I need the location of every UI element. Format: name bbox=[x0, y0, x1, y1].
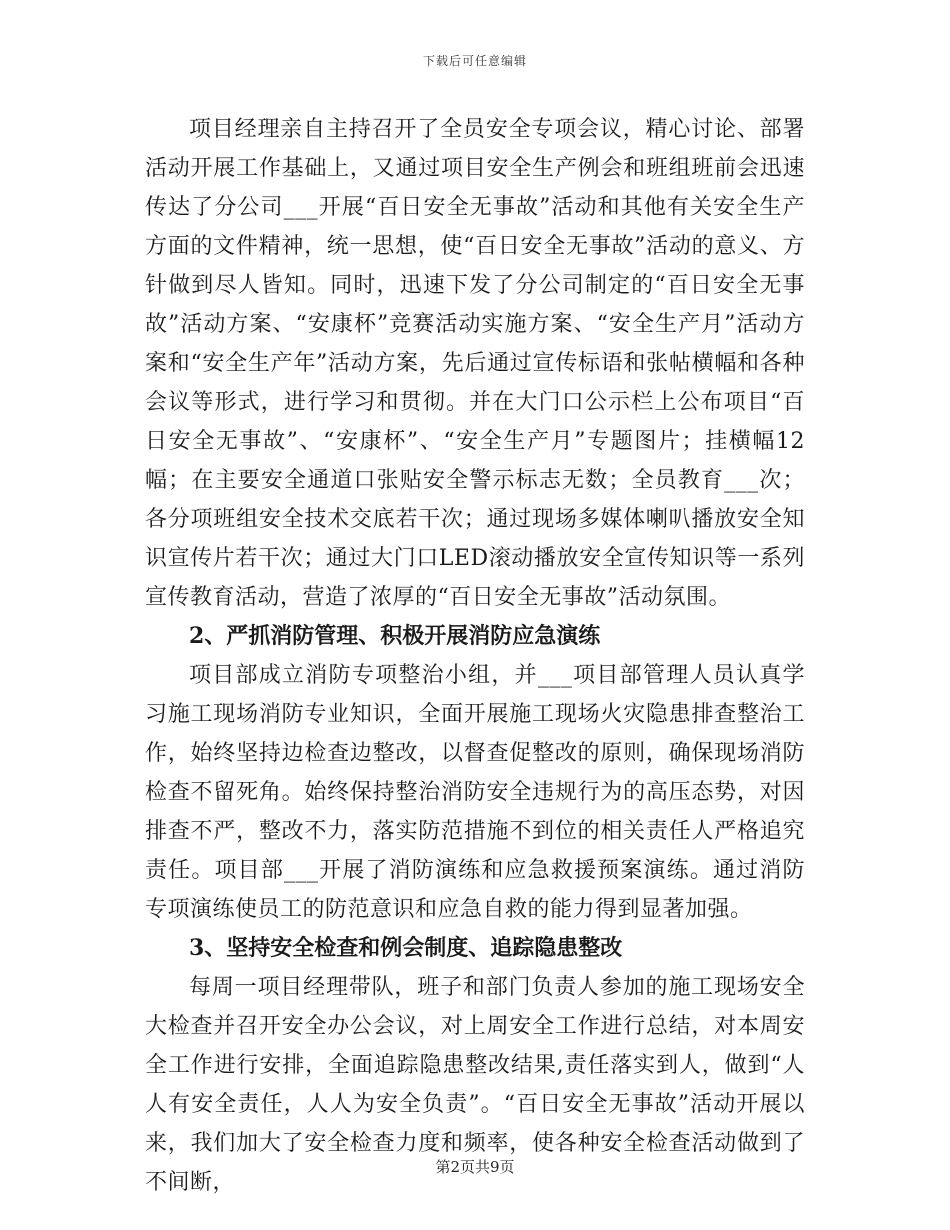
section-heading-fire-safety: 2、严抓消防管理、积极开展消防应急演练 bbox=[189, 623, 601, 649]
paragraph-fire-safety: 项目部成立消防专项整治小组，并___项目部管理人员认真学习施工现场消防专业知识，全面开展施工现场火灾隐患排查整治工作，始终坚持边检查边整改，以督查促整改的原则，确保现场消防检查不留死角。始终保持整治消防安全违规行为的高压态势，对因排查不严，整改不力，落实防范措施不到位的相关责任人严格追究责任。项目部___开展了消防演练和应急救援预案演练。通过消防专项演练使员工的防范意识和应急自救的能力得到显著加强。 bbox=[145, 663, 805, 922]
paragraph-safety-inspection: 每周一项目经理带队，班子和部门负责人参加的施工现场安全大检查并召开安全办公会议，对上周安全工作进行总结，对本周安全工作进行安排，全面追踪隐患整改结果,责任落实到人，做到“人人有安全责任，人人为安全负责”。“百日安全无事故”活动开展以来，我们加大了安全检查力度和频率，使各种安全检查活动做到了不间断， bbox=[145, 975, 805, 1195]
page-number: 第2页共9页 bbox=[435, 1158, 515, 1176]
section-heading-safety-inspection: 3、坚持安全检查和例会制度、追踪隐患整改 bbox=[189, 935, 623, 961]
document-body bbox=[145, 110, 805, 1202]
paragraph-publicity: 项目经理亲自主持召开了全员安全专项会议，精心讨论、部署活动开展工作基础上，又通过项目安全生产例会和班组班前会迅速传达了分公司___开展“百日安全无事故”活动和其他有关安全生产方面的文件精神，统一思想，使“百日安全无事故”活动的意义、方针做到尽人皆知。同时，迅速下发了分公司制定的“百日安全无事故”活动方案、“安康杯”竞赛活动实施方案、“安全生产月”活动方案和“安全生产年”活动方案，先后通过宣传标语和张帖横幅和各种会议等形式，进行学习和贯彻。并在大门口公示栏上公布项目“百日安全无事故”、“安康杯”、“安全生产月”专题图片；挂横幅12幅；在主要安全通道口张贴安全警示标志无数；全员教育___次；各分项班组安全技术交底若干次；通过现场多媒体喇叭播放安全知识宣传片若干次；通过大门口LED滚动播放安全宣传知识等一系列宣传教育活动，营造了浓厚的“百日安全无事故”活动氛围。 bbox=[145, 117, 805, 610]
page-header-note: 下载后可任意编辑 bbox=[422, 54, 527, 68]
